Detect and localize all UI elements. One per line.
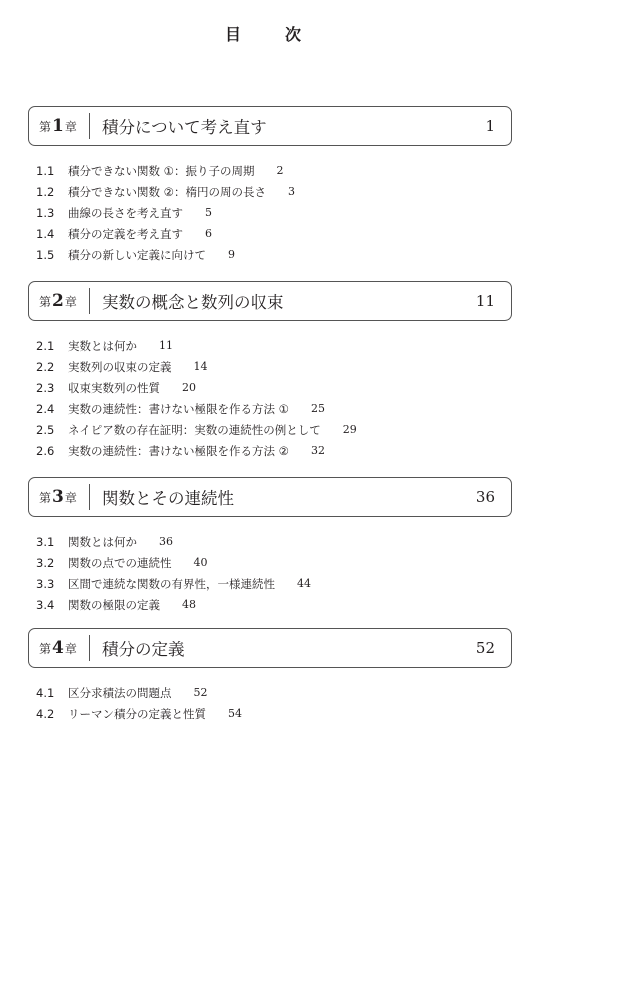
chapter-3 [28, 477, 512, 615]
chapter-page: 36 [475, 488, 495, 506]
section-item[interactable]: 3.3 区間で連続な関数の有界性，一様連続性 44 [36, 576, 311, 591]
chapter-title: 関数とその連続性 [102, 489, 234, 508]
chapter-2 [28, 281, 512, 461]
section-item[interactable]: 3.2 関数の点での連続性 40 [36, 555, 208, 570]
section-item[interactable]: 3.1 関数とは何か 36 [36, 534, 173, 549]
section-item[interactable]: 3.4 関数の極限の定義 48 [36, 597, 196, 612]
section-list [28, 335, 512, 461]
chapter-heading-box[interactable] [28, 628, 512, 668]
section-item[interactable]: 4.1 区分求積法の問題点 52 [36, 685, 208, 700]
chapter-number-label: 第2章 [39, 291, 77, 311]
chapter-page: 1 [485, 117, 495, 135]
section-item[interactable]: 1.3 曲線の長さを考え直す 5 [36, 205, 212, 220]
chapter-title: 実数の概念と数列の収束 [102, 293, 284, 312]
chapter-number-label: 第1章 [39, 116, 77, 136]
section-item[interactable]: 2.3 収束実数列の性質 20 [36, 380, 196, 395]
chapter-divider [89, 635, 90, 661]
chapter-divider [89, 484, 90, 510]
chapter-1 [28, 106, 512, 265]
chapter-page: 11 [475, 292, 495, 310]
chapter-heading-box[interactable] [28, 477, 512, 517]
section-item[interactable]: 1.2 積分できない関数 ②：楕円の周の長さ 3 [36, 184, 295, 199]
section-item[interactable]: 2.6 実数の連続性：書けない極限を作る方法 ② 32 [36, 443, 325, 458]
section-item[interactable]: 2.4 実数の連続性：書けない極限を作る方法 ① 25 [36, 401, 325, 416]
section-list [28, 531, 512, 615]
section-item[interactable]: 1.1 積分できない関数 ①：振り子の周期 2 [36, 163, 284, 178]
page-title: 目 次 [224, 25, 315, 44]
section-item[interactable]: 1.4 積分の定義を考え直す 6 [36, 226, 212, 241]
section-item[interactable]: 2.5 ネイピア数の存在証明：実数の連続性の例として 29 [36, 422, 357, 437]
chapter-page: 52 [475, 639, 495, 657]
chapter-divider [89, 288, 90, 314]
section-list [28, 682, 512, 724]
chapter-title: 積分について考え直す [102, 118, 267, 137]
section-item[interactable]: 2.1 実数とは何か 11 [36, 338, 173, 353]
section-item[interactable]: 2.2 実数列の収束の定義 14 [36, 359, 208, 374]
chapter-number-label: 第3章 [39, 487, 77, 507]
chapter-number-label: 第4章 [39, 638, 77, 658]
chapter-heading-box[interactable] [28, 281, 512, 321]
chapter-title: 積分の定義 [102, 640, 185, 659]
chapter-4 [28, 628, 512, 724]
chapter-heading-box[interactable] [28, 106, 512, 146]
chapter-divider [89, 113, 90, 139]
section-item[interactable]: 1.5 積分の新しい定義に向けて 9 [36, 247, 235, 262]
section-list [28, 160, 512, 265]
section-item[interactable]: 4.2 リーマン積分の定義と性質 54 [36, 706, 242, 721]
